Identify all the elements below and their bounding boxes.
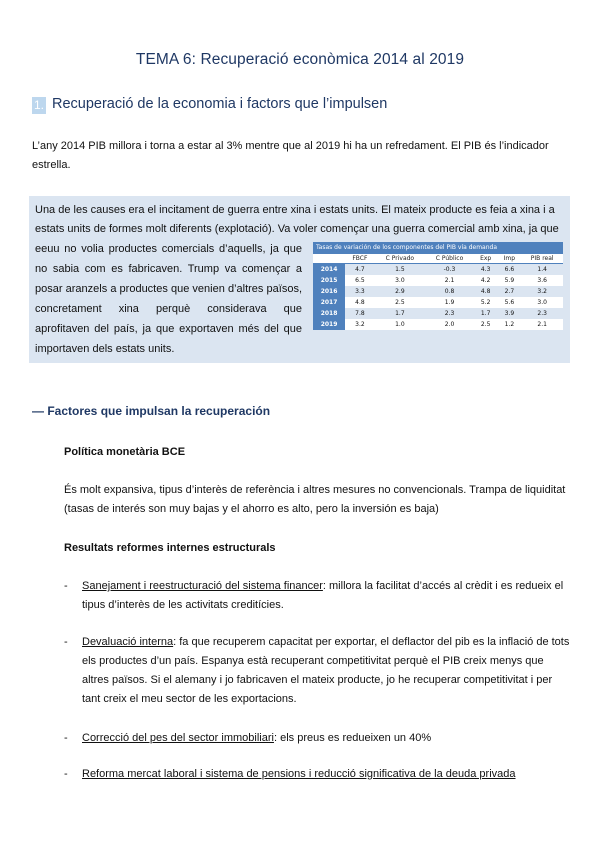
table-header-cell: C Privado (375, 254, 425, 264)
table-cell: 5.2 (474, 297, 497, 308)
list-item (64, 765, 572, 784)
table-cell: 2.3 (521, 308, 563, 319)
table-cell: 4.8 (474, 286, 497, 297)
table-cell: 4.7 (345, 264, 375, 276)
table-row (313, 297, 563, 308)
list-dash: - (64, 636, 68, 648)
resultats-heading: Resultats reformes internes estructurals (64, 542, 276, 554)
table-year-cell: 2014 (313, 264, 345, 276)
table-row (313, 286, 563, 297)
table-cell: 3.2 (521, 286, 563, 297)
table-year-cell: 2015 (313, 275, 345, 286)
table-year-cell: 2019 (313, 319, 345, 330)
section-heading: Recuperació de la economia i factors que l’impulsen (52, 96, 388, 112)
list-item-text: : els preus es redueixen un 40% (273, 732, 432, 744)
table-header-cell: C Público (425, 254, 474, 264)
table-year-cell: 2016 (313, 286, 345, 297)
list-item-text: : millora la facilitat d’accés al crèdit i es redueix el tipus d’interès de les activitats creditícies. (82, 580, 564, 611)
table-cell: 1.5 (375, 264, 425, 276)
list-item (64, 729, 572, 748)
table-cell: 3.9 (497, 308, 521, 319)
box-left-text: eeuu no volia productes comercials d’aquells, ja que no sabia com es fabricaven. Trump va començar a posar aranzels a productes que venien d’altres països, concretament xina perquè considerava que aprofitaven del país, ja que exportaven més del que importaven dels estats units. (35, 243, 302, 355)
section-number: 1. (33, 98, 44, 112)
table-cell: 7.8 (345, 308, 375, 319)
table-year-cell: 2017 (313, 297, 345, 308)
list-dash: - (64, 732, 68, 744)
table-cell: 5.6 (497, 297, 521, 308)
table-cell: 1.4 (521, 264, 563, 276)
table-header-cell: FBCF (345, 254, 375, 264)
table-cell: 4.8 (345, 297, 375, 308)
politica-heading: Política monetària BCE (64, 446, 186, 458)
table-cell: -0.3 (425, 264, 474, 276)
table-cell: 1.7 (375, 308, 425, 319)
list-item (64, 577, 572, 615)
table-cell: 3.0 (375, 275, 425, 286)
gdp-demand-table (313, 242, 563, 330)
list-item-term: Reforma mercat laboral i sistema de pensions i reducció significativa de la deuda privada (82, 768, 516, 780)
table-cell: 3.0 (521, 297, 563, 308)
table-cell: 1.9 (425, 297, 474, 308)
table-cell: 2.3 (425, 308, 474, 319)
list-item-text: : fa que recuperem capacitat per exportar, el deflactor del pib es la inflació de tots els productes d’un país. Espanya està recuperant competitivitat perquè el PIB creix menys que altres països. Si el alemany i jo fabricaven el mateix producte, jo he recuperar competitivitat i per tant creix el meu sector de les exportacions. (82, 636, 570, 705)
table-row (313, 308, 563, 319)
table-row (313, 319, 563, 330)
list-item-term: Sanejament i reestructuració del sistema financer (82, 580, 323, 592)
list-item-term: Devaluació interna (82, 636, 174, 648)
table-cell: 5.9 (497, 275, 521, 286)
list-dash: - (64, 768, 68, 780)
table-cell: 2.1 (521, 319, 563, 330)
table-cell: 6.6 (497, 264, 521, 276)
table-cell: 2.5 (474, 319, 497, 330)
table-cell: 4.2 (474, 275, 497, 286)
table-cell: 3.6 (521, 275, 563, 286)
politica-text: És molt expansiva, tipus d’interès de referència i altres mesures no convencionals. Trampa de liquiditat (tasas de interés son muy bajas y el ahorro es alto, pero la inversión es baja) (64, 484, 566, 515)
table-row (313, 275, 563, 286)
list-item (64, 633, 572, 709)
table-cell: 2.0 (425, 319, 474, 330)
table-header-cell (313, 254, 345, 264)
table-cell: 1.2 (497, 319, 521, 330)
table-cell: 2.1 (425, 275, 474, 286)
table-year-cell: 2018 (313, 308, 345, 319)
factors-heading: — Factores que impulsan la recuperación (32, 404, 271, 418)
table-cell: 0.8 (425, 286, 474, 297)
table-row (313, 264, 563, 276)
table-cell: 3.3 (345, 286, 375, 297)
table-cell: 1.7 (474, 308, 497, 319)
table-header-cell: Imp (497, 254, 521, 264)
table-cell: 2.9 (375, 286, 425, 297)
table-cell: 1.0 (375, 319, 425, 330)
table-header-cell: PIB real (521, 254, 563, 264)
table-cell: 2.5 (375, 297, 425, 308)
table-caption: Tasas de variación de los componentes del PIB vía demanda (313, 242, 563, 254)
table-cell: 4.3 (474, 264, 497, 276)
page-title: TEMA 6: Recuperació econòmica 2014 al 2019 (135, 51, 465, 68)
table-cell: 3.2 (345, 319, 375, 330)
table-cell: 2.7 (497, 286, 521, 297)
list-item-term: Correcció del pes del sector immobiliari (82, 732, 274, 744)
list-dash: - (64, 580, 68, 592)
table-header-cell: Exp (474, 254, 497, 264)
intro-paragraph: L’any 2014 PIB millora i torna a estar al 3% mentre que al 2019 hi ha un refredament. El PIB és l’indicador estrella. (32, 140, 549, 171)
box-top-text: Una de les causes era el incitament de guerra entre xina i estats units. El mateix producte es feia a xina i a estats units de formes molt diferents (explotació). Va voler començar una guerra comercial amb xina, ja que (35, 204, 559, 235)
table-cell: 6.5 (345, 275, 375, 286)
